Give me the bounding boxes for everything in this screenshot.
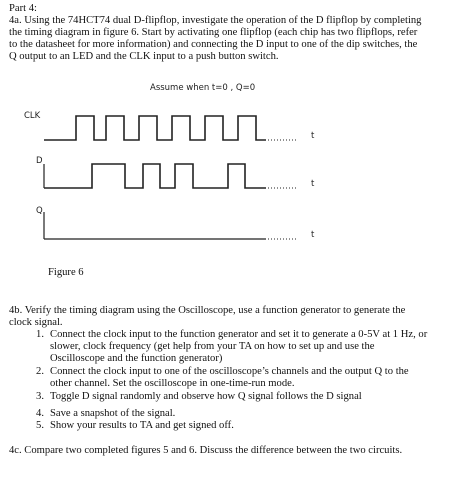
clk-waveform: [44, 116, 266, 140]
clk-time-label: t: [311, 131, 315, 141]
d-label: D: [36, 156, 43, 166]
d-waveform: [44, 164, 266, 188]
part-heading: Part 4:: [9, 3, 37, 14]
q-label: Q: [36, 206, 43, 216]
question-4b-line-1: 4b. Verify the timing diagram using the Oscilloscope, use a function generator to generate the: [9, 305, 406, 316]
question-4a-line-3: to the datasheet for more information) and connecting the D input to one of the dip switches, the: [9, 39, 418, 50]
question-4a-line-1: 4a. Using the 74HCT74 dual D-flipflop, investigate the operation of the D flipflop by completing: [9, 15, 422, 26]
figure-caption: Figure 6: [48, 267, 84, 278]
timing-assumption: Assume when t=0 , Q=0: [150, 83, 256, 93]
question-4a-line-4: Q output to an LED and the CLK input to a push button switch.: [9, 51, 279, 62]
clk-label: CLK: [24, 111, 41, 121]
question-4c: 4c. Compare two completed figures 5 and 6. Discuss the difference between the two circuits.: [9, 445, 403, 456]
question-4b-line-2: clock signal.: [9, 317, 63, 328]
steps-list: 1. Connect the clock input to the function generator and set it to generate a 0-5V at 1 Hz, or slower, clock frequency (get help from your TA on how to set up and use the Oscilloscope and the function generator) 2. Connect the clock input to one of the oscilloscope’s channels and the output Q to the other channel. Set the oscilloscope in one-time-run mode. 3. Toggle D signal randomly and observe how Q signal follows the D signal 4. Save a snapshot of the signal. 5. Show your results to TA and get signed off.: [36, 329, 428, 431]
q-time-label: t: [311, 230, 315, 240]
timing-diagram: [0, 76, 474, 256]
d-time-label: t: [311, 179, 315, 189]
question-4a-line-2: the timing diagram in figure 6. Start by activating one flipflop (each chip has two flipflops, refer: [9, 27, 418, 38]
